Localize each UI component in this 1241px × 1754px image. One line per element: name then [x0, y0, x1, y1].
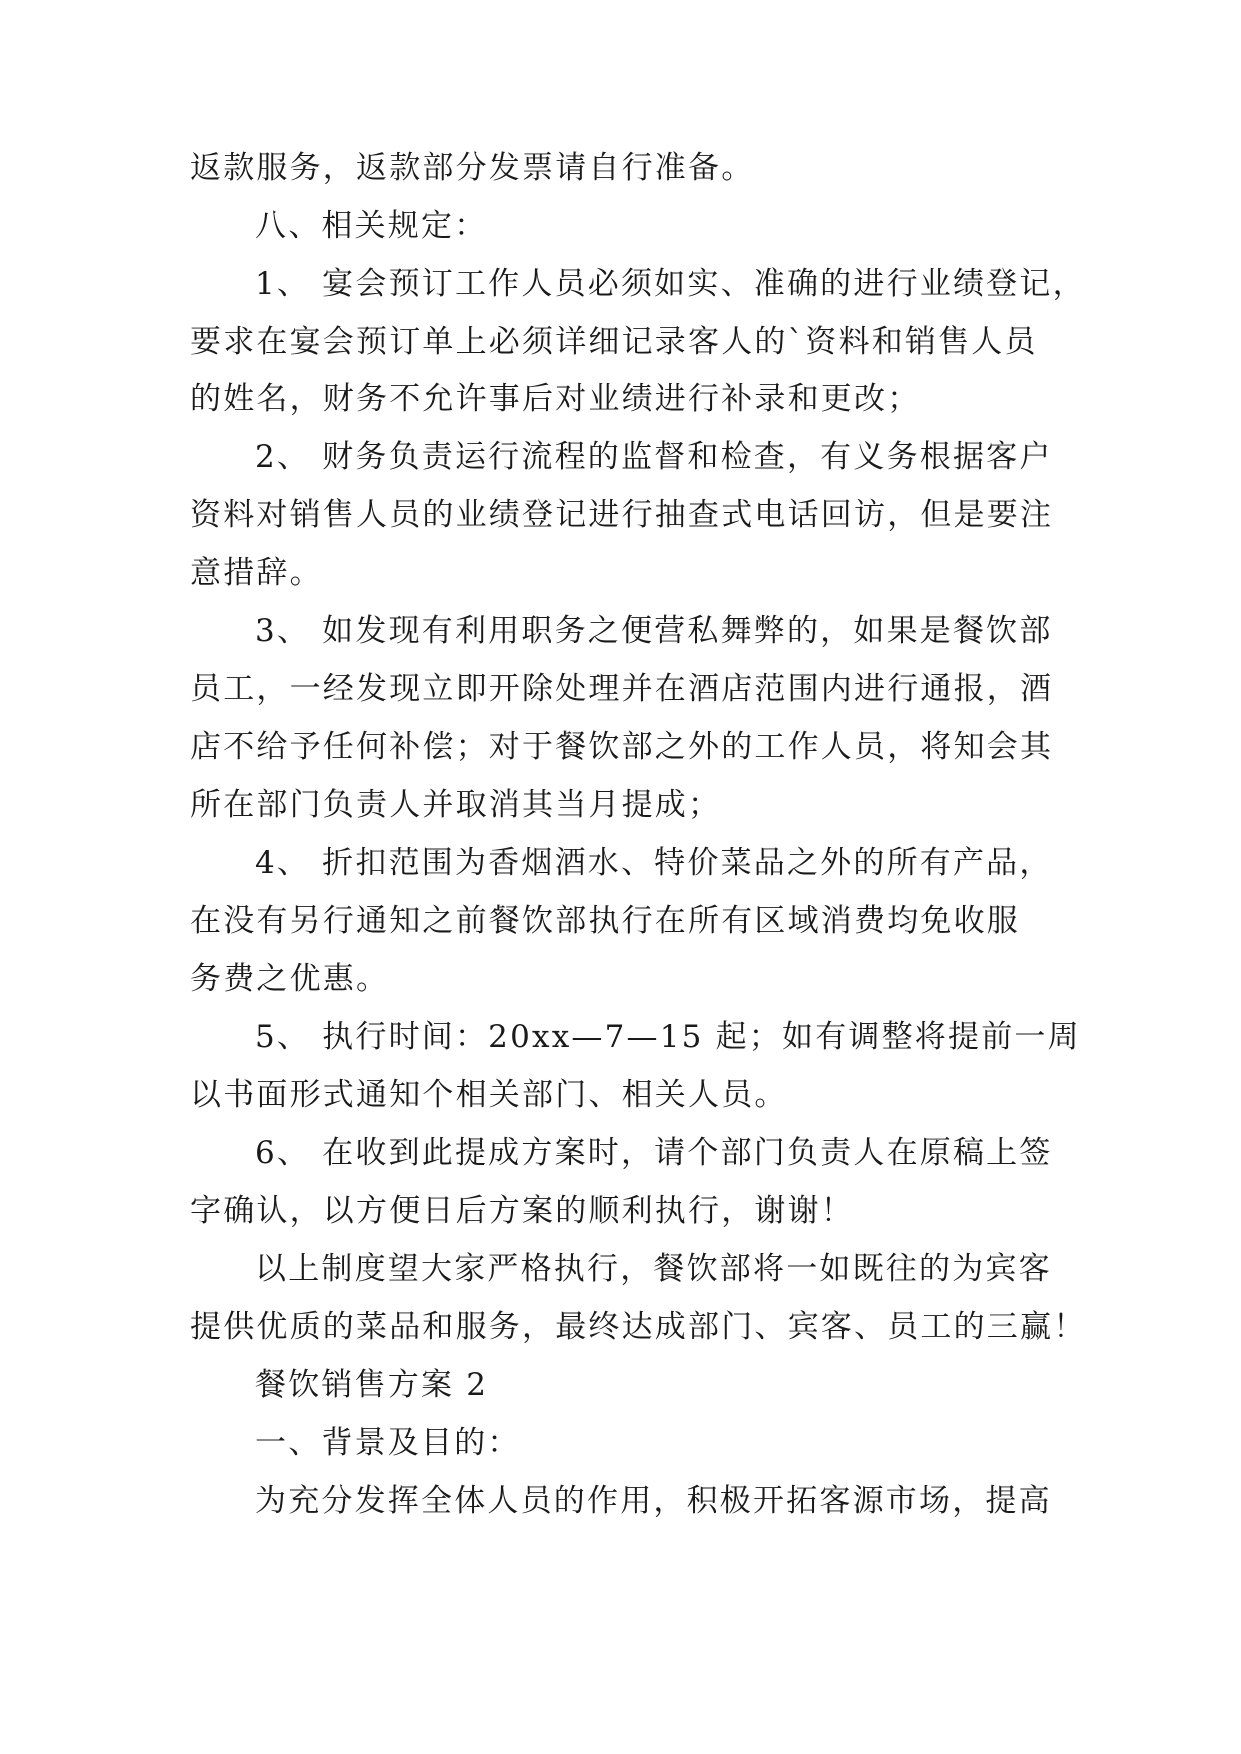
text-line: 字确认，以方便日后方案的顺利执行，谢谢！: [190, 1193, 854, 1229]
text-line: 务费之优惠。: [190, 961, 390, 997]
text-line: 所在部门负责人并取消其当月提成；: [190, 787, 722, 823]
text-line: 提供优质的菜品和服务，最终达成部门、宾客、员工的三赢！: [190, 1309, 1087, 1345]
section-heading: 一、背景及目的：: [255, 1425, 521, 1461]
text-line: 2、 财务负责运行流程的监督和检查，有义务根据客户: [255, 439, 1053, 475]
text-line: 以书面形式通知个相关部门、相关人员。: [190, 1077, 788, 1113]
text-line: 5、 执行时间：20xx—7—15 起；如有调整将提前一周: [255, 1019, 1081, 1055]
text-line: 店不给予任何补偿；对于餐饮部之外的工作人员，将知会其: [190, 729, 1054, 765]
text-line: 的姓名，财务不允许事后对业绩进行补录和更改；: [190, 381, 921, 417]
text-line: 1、 宴会预订工作人员必须如实、准确的进行业绩登记，: [255, 266, 1086, 302]
text-line: 以上制度望大家严格执行，餐饮部将一如既往的为宾客: [255, 1251, 1052, 1287]
section-heading: 八、相关规定：: [255, 208, 488, 244]
text-line: 在没有另行通知之前餐饮部执行在所有区域消费均免收服: [190, 903, 1020, 939]
text-line: 员工，一经发现立即开除处理并在酒店范围内进行通报，酒: [190, 671, 1054, 707]
text-line: 返款服务，返款部分发票请自行准备。: [190, 150, 755, 186]
text-line: 4、 折扣范围为香烟酒水、特价菜品之外的所有产品，: [255, 845, 1053, 881]
text-line: 为充分发挥全体人员的作用，积极开拓客源市场，提高: [255, 1483, 1052, 1519]
text-line: 资料对销售人员的业绩登记进行抽查式电话回访，但是要注: [190, 497, 1054, 533]
text-line: 6、 在收到此提成方案时，请个部门负责人在原稿上签: [255, 1135, 1053, 1171]
text-line: 意措辞。: [190, 555, 323, 591]
text-line: 3、 如发现有利用职务之便营私舞弊的，如果是餐饮部: [255, 613, 1053, 649]
text-line: 要求在宴会预订单上必须详细记录客人的`资料和销售人员: [190, 324, 1038, 360]
section-title: 餐饮销售方案 2: [255, 1367, 489, 1403]
